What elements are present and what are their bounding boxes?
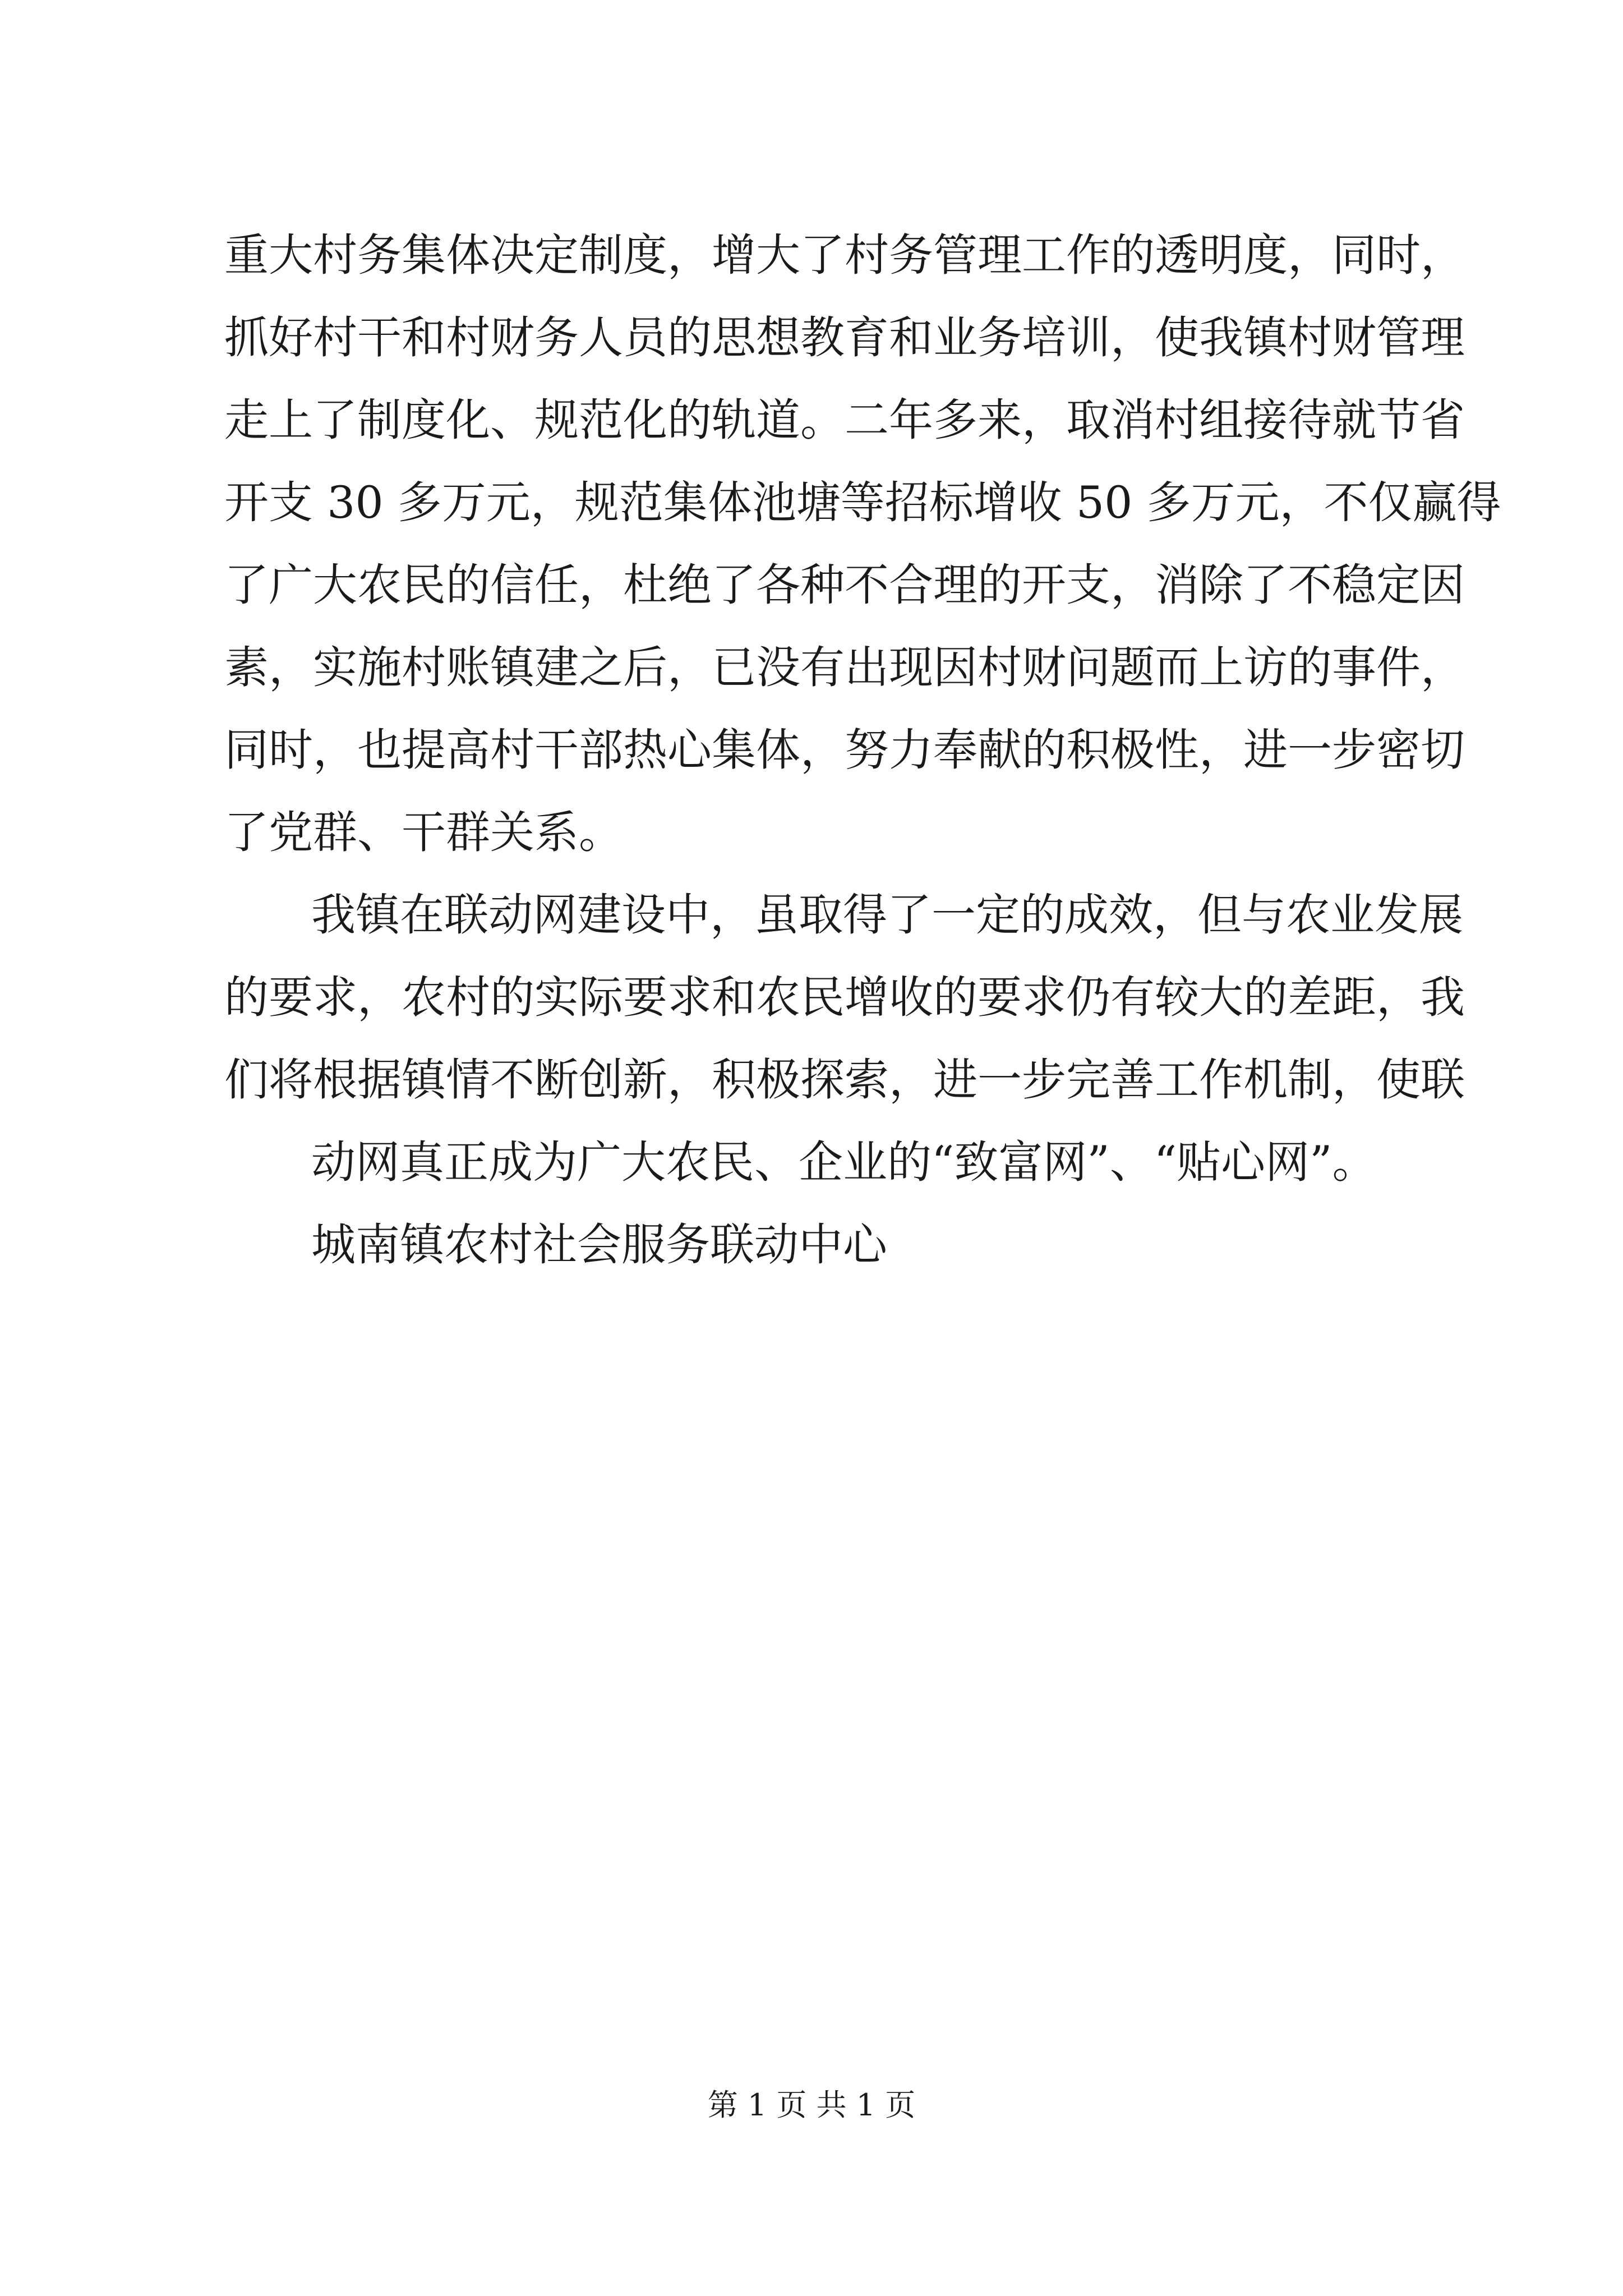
text-line: 的要求，农村的实际要求和农民增收的要求仍有较大的差距，我 <box>224 972 1465 1023</box>
text-line: 我镇在联动网建设中，虽取得了一定的成效，但与农业发展 <box>311 889 1463 941</box>
signature: 城南镇农村社会服务联动中心 <box>311 1219 887 1271</box>
text-line: 同时，也提高村干部热心集体，努力奉献的积极性，进一步密切 <box>224 724 1465 776</box>
text-line: 开支 30 多万元，规范集体池塘等招标增收 50 多万元，不仅赢得 <box>224 477 1501 528</box>
page-footer: 第 1 页 共 1 页 <box>707 2087 916 2123</box>
text-line: 动网真正成为广大农民、企业的“致富网”、“贴心网”。 <box>311 1137 1377 1188</box>
text-line: 了党群、干群关系。 <box>224 807 623 858</box>
text-line: 们将根据镇情不断创新，积极探索，进一步完善工作机制，使联 <box>224 1054 1465 1106</box>
text-line: 走上了制度化、规范化的轨道。二年多来，取消村组接待就节省 <box>224 394 1465 446</box>
text-line: 重大村务集体决定制度，增大了村务管理工作的透明度，同时， <box>224 229 1465 281</box>
text-line: 抓好村干和村财务人员的思想教育和业务培训，使我镇村财管理 <box>224 312 1465 364</box>
text-line: 素，实施村账镇建之后，已没有出现因村财问题而上访的事件， <box>224 642 1465 693</box>
text-line: 了广大农民的信任，杜绝了各种不合理的开支，消除了不稳定因 <box>224 559 1465 611</box>
